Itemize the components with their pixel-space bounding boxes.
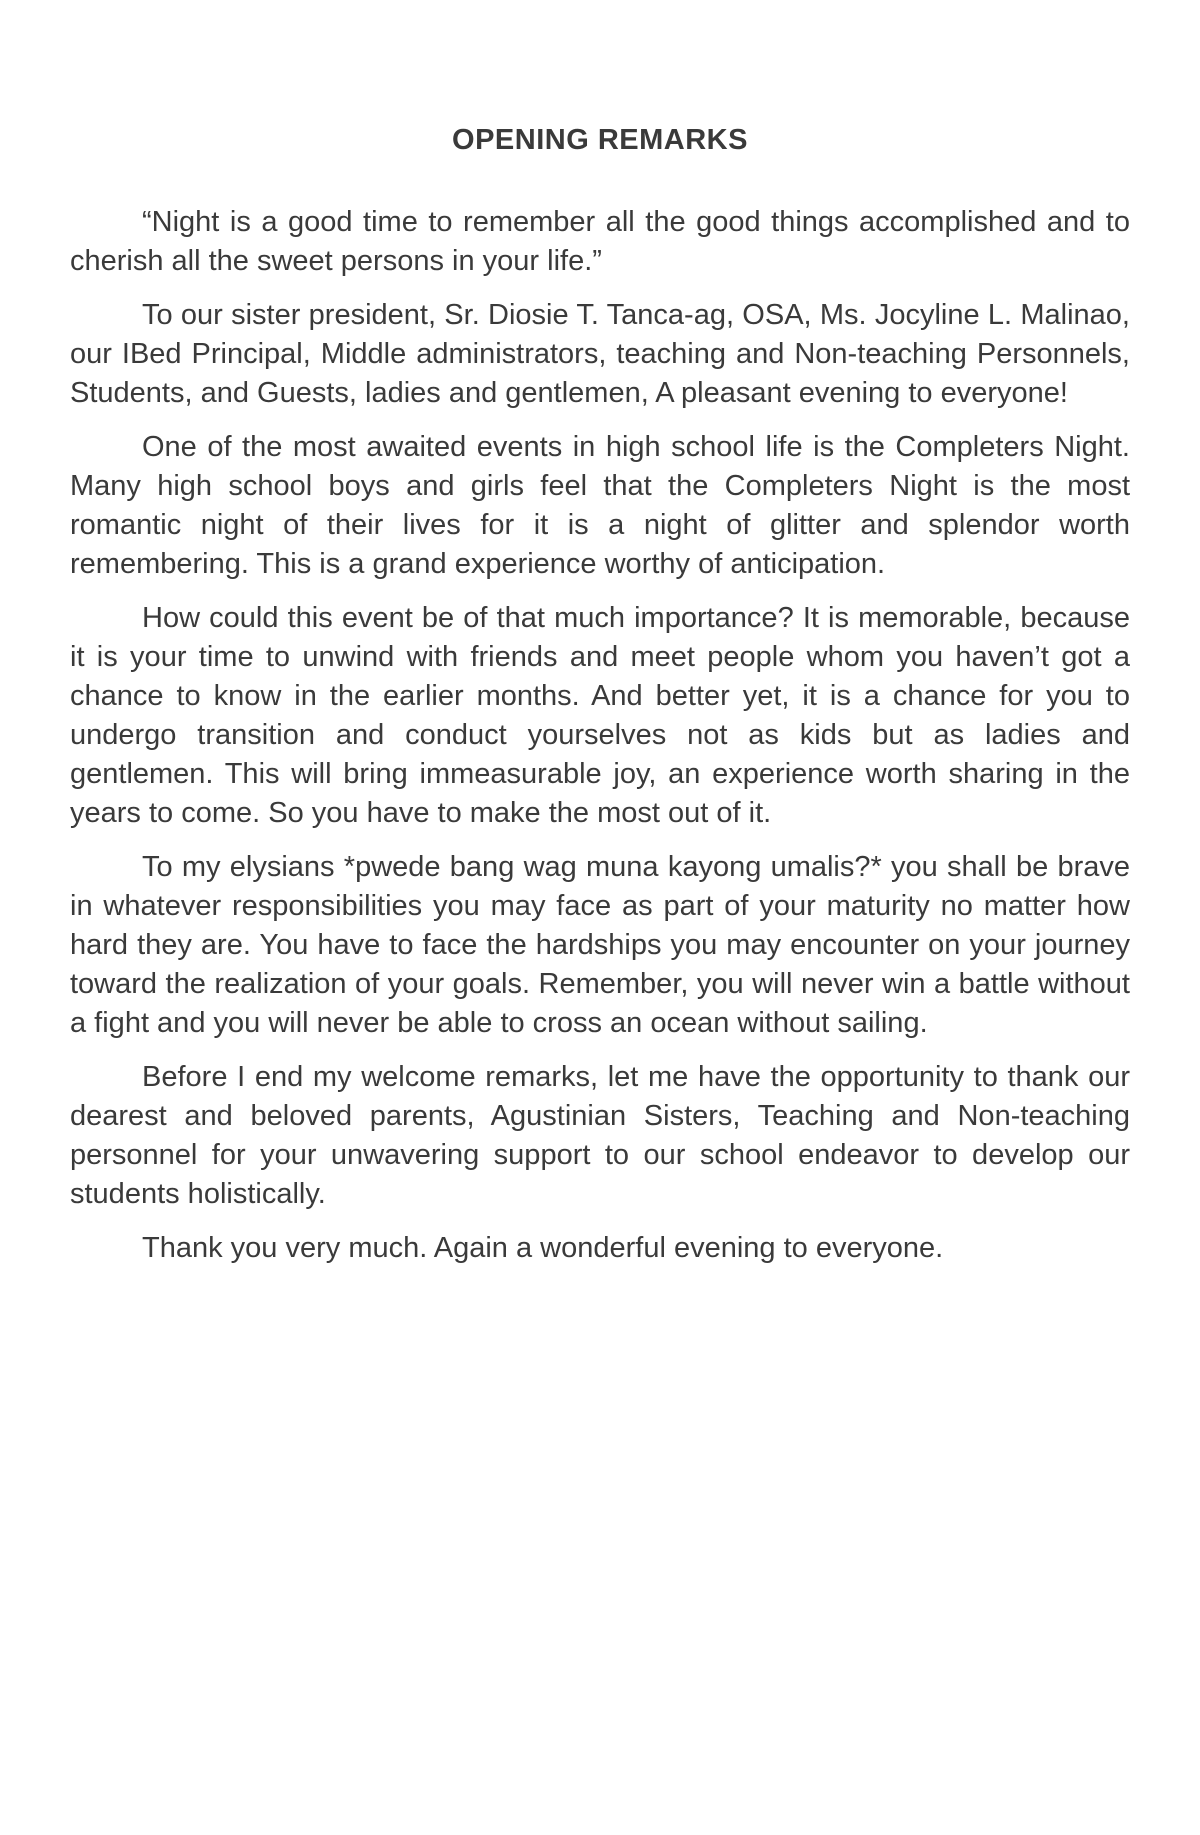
paragraph-greeting: To our sister president, Sr. Diosie T. Tanca-ag, OSA, Ms. Jocyline L. Malinao, our IBed Principal, Middle administrators, teaching and Non-teaching Personnels, Students, and Guests, ladies and gentlemen, A pleasant evening to everyone! bbox=[70, 299, 1130, 409]
paragraph-elysians: To my elysians *pwede bang wag muna kayong umalis?* you shall be brave in whatever responsibilities you may face as part of your maturity no matter how hard they are. You have to face the hardships you may encounter on your journey toward the realization of your goals. Remember, you will never win a battle without a fight and you will never be able to cross an ocean without sailing. bbox=[70, 851, 1130, 1039]
paragraph-completers-night: One of the most awaited events in high school life is the Completers Night. Many high school boys and girls feel that the Completers Night is the most romantic night of their lives for it is a night of glitter and splendor worth remembering. This is a grand experience worthy of anticipation. bbox=[70, 431, 1130, 580]
paragraph-thanks: Before I end my welcome remarks, let me have the opportunity to thank our dearest and beloved parents, Agustinian Sisters, Teaching and Non-teaching personnel for your unwavering support to our school endeavor to develop our students holistically. bbox=[70, 1061, 1130, 1210]
paragraph-closing: Thank you very much. Again a wonderful evening to everyone. bbox=[142, 1232, 944, 1264]
paragraph-quote: “Night is a good time to remember all the good things accomplished and to cherish all the sweet persons in your life.” bbox=[70, 206, 1130, 277]
paragraph-importance: How could this event be of that much importance? It is memorable, because it is your time to unwind with friends and meet people whom you haven’t got a chance to know in the earlier months. And better yet, it is a chance for you to undergo transition and conduct yourselves not as kids but as ladies and gentlemen. This will bring immeasurable joy, an experience worth sharing in the years to come. So you have to make the most out of it. bbox=[70, 602, 1130, 829]
document-body bbox=[70, 203, 1130, 1283]
page-title: OPENING REMARKS bbox=[452, 124, 748, 156]
